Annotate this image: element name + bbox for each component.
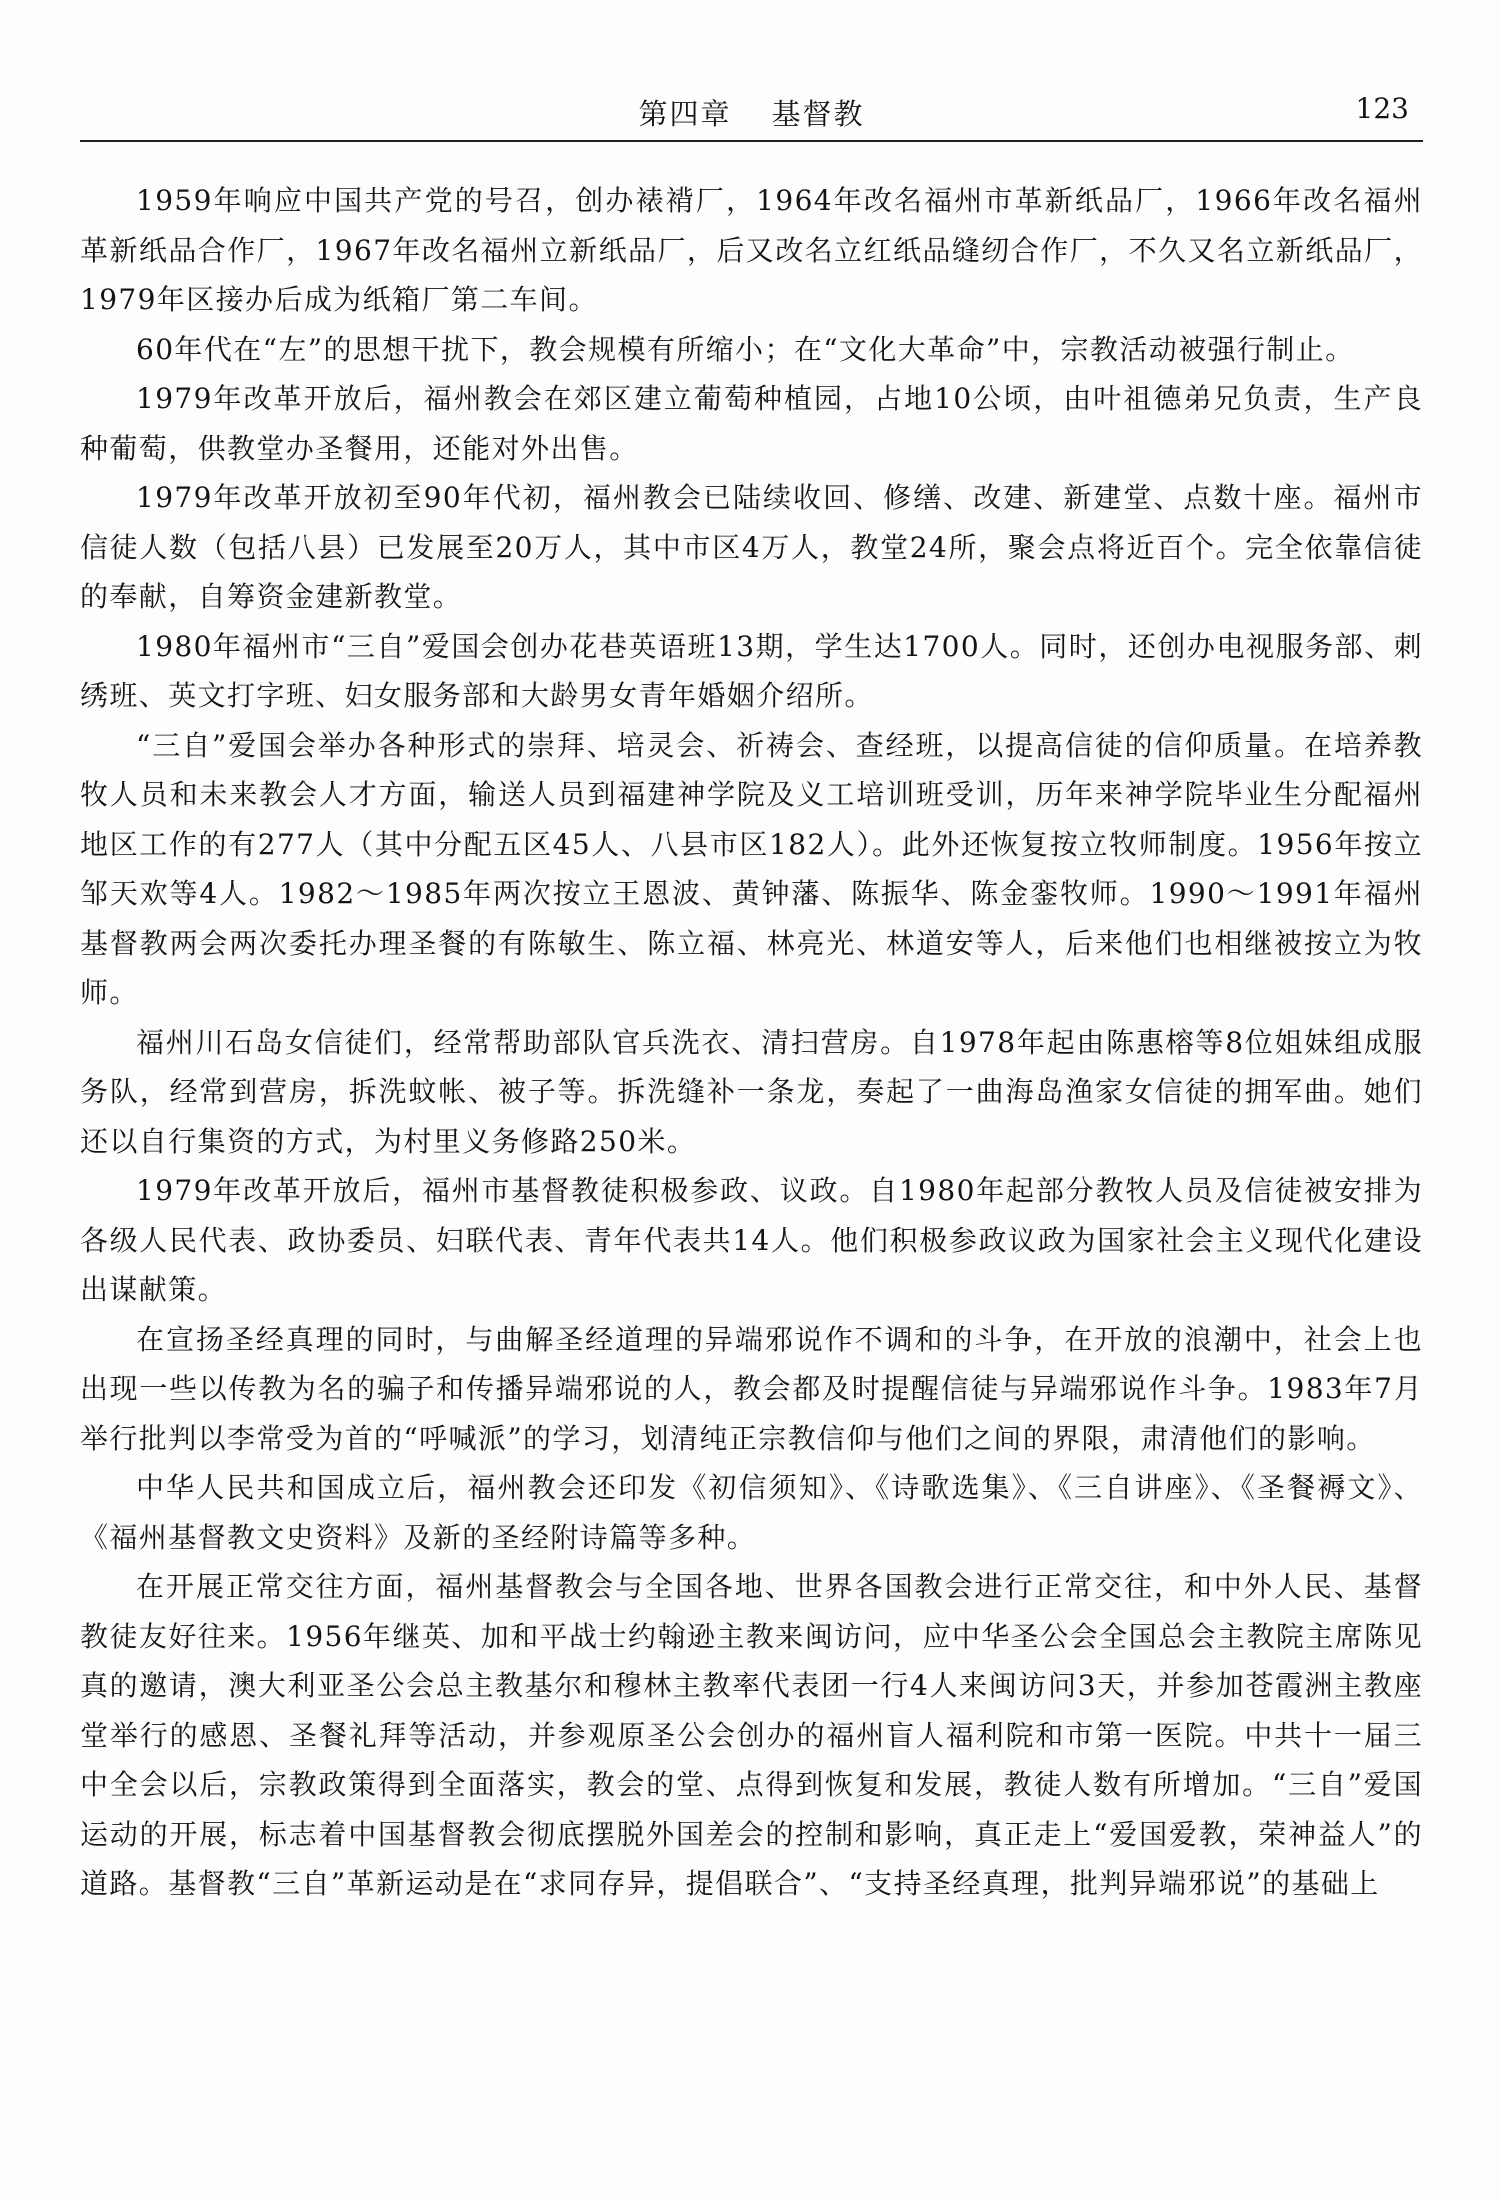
paragraph: “三自”爱国会举办各种形式的崇拜、培灵会、祈祷会、查经班，以提高信徒的信仰质量。在培养教牧人员和未来教会人才方面，输送人员到福建神学院及义工培训班受训，历年来神学院毕业生分配福州地区工作的有277人（其中分配五区45人、八县市区182人）。此外还恢复按立牧师制度。1956年按立邹天欢等4人。1982～1985年两次按立王恩波、黄钟藩、陈振华、陈金銮牧师。1990～1991年福州基督教两会两次委托办理圣餐的有陈敏生、陈立福、林亮光、林道安等人，后来他们也相继被按立为牧师。 bbox=[80, 728, 1423, 1009]
chapter-heading bbox=[80, 92, 1423, 133]
paragraph: 福州川石岛女信徒们，经常帮助部队官兵洗衣、清扫营房。自1978年起由陈惠榕等8位姐妹组成服务队，经常到营房，拆洗蚊帐、被子等。拆洗缝补一条龙，奏起了一曲海岛渔家女信徒的拥军曲。她们还以自行集资的方式，为村里义务修路250米。 bbox=[80, 1025, 1423, 1158]
paragraph: 中华人民共和国成立后，福州教会还印发《初信须知》、《诗歌选集》、《三自讲座》、《圣餐褥文》、《福州基督教文史资料》及新的圣经附诗篇等多种。 bbox=[80, 1471, 1423, 1554]
paragraph: 1980年福州市“三自”爱国会创办花巷英语班13期，学生达1700人。同时，还创办电视服务部、刺绣班、英文打字班、妇女服务部和大龄男女青年婚姻介绍所。 bbox=[80, 629, 1423, 712]
paragraph: 在宣扬圣经真理的同时，与曲解圣经道理的异端邪说作不调和的斗争，在开放的浪潮中，社会上也出现一些以传教为名的骗子和传播异端邪说的人，教会都及时提醒信徒与异端邪说作斗争。1983年7月举行批判以李常受为首的“呼喊派”的学习，划清纯正宗教信仰与他们之间的界限，肃清他们的影响。 bbox=[80, 1322, 1423, 1455]
paragraph: 1979年改革开放后，福州教会在郊区建立葡萄种植园，占地10公顷，由叶祖德弟兄负责，生产良种葡萄，供教堂办圣餐用，还能对外出售。 bbox=[80, 382, 1423, 465]
running-header bbox=[80, 88, 1423, 142]
paragraph: 1979年改革开放初至90年代初，福州教会已陆续收回、修缮、改建、新建堂、点数十座。福州市信徒人数（包括八县）已发展至20万人，其中市区4万人，教堂24所，聚会点将近百个。完全依靠信徒的奉献，自筹资金建新教堂。 bbox=[80, 481, 1423, 613]
page-number: 123 bbox=[1355, 92, 1409, 125]
paragraph: 1979年改革开放后，福州市基督教徒积极参政、议政。自1980年起部分教牧人员及信徒被安排为各级人民代表、政协委员、妇联代表、青年代表共14人。他们积极参政议政为国家社会主义现代化建设出谋献策。 bbox=[80, 1174, 1423, 1306]
body-text bbox=[80, 176, 1423, 1909]
paragraph: 1959年响应中国共产党的号召，创办裱褙厂，1964年改名福州市革新纸品厂，1966年改名福州革新纸品合作厂，1967年改名福州立新纸品厂，后又改名立红纸品缝纫合作厂，不久又名立新纸品厂，1979年区接办后成为纸箱厂第二车间。 bbox=[80, 184, 1423, 316]
chapter-title: 基督教 bbox=[771, 97, 865, 131]
paragraph: 60年代在“左”的思想干扰下，教会规模有所缩小；在“文化大革命”中，宗教活动被强行制止。 bbox=[136, 332, 1355, 366]
chapter-number: 第四章 bbox=[638, 97, 732, 131]
paragraph: 在开展正常交往方面，福州基督教会与全国各地、世界各国教会进行正常交往，和中外人民、基督教徒友好往来。1956年继英、加和平战士约翰逊主教来闽访问，应中华圣公会全国总会主教院主席陈见真的邀请，澳大利亚圣公会总主教基尔和穆林主教率代表团一行4人来闽访问3天，并参加苍霞洲主教座堂举行的感恩、圣餐礼拜等活动，并参观原圣公会创办的福州盲人福利院和市第一医院。中共十一届三中全会以后，宗教政策得到全面落实，教会的堂、点得到恢复和发展，教徒人数有所增加。“三自”爱国运动的开展，标志着中国基督教会彻底摆脱外国差会的控制和影响，真正走上“爱国爱教，荣神益人”的道路。基督教“三自”革新运动是在“求同存异，提倡联合”、“支持圣经真理，批判异端邪说”的基础上 bbox=[80, 1570, 1423, 1900]
